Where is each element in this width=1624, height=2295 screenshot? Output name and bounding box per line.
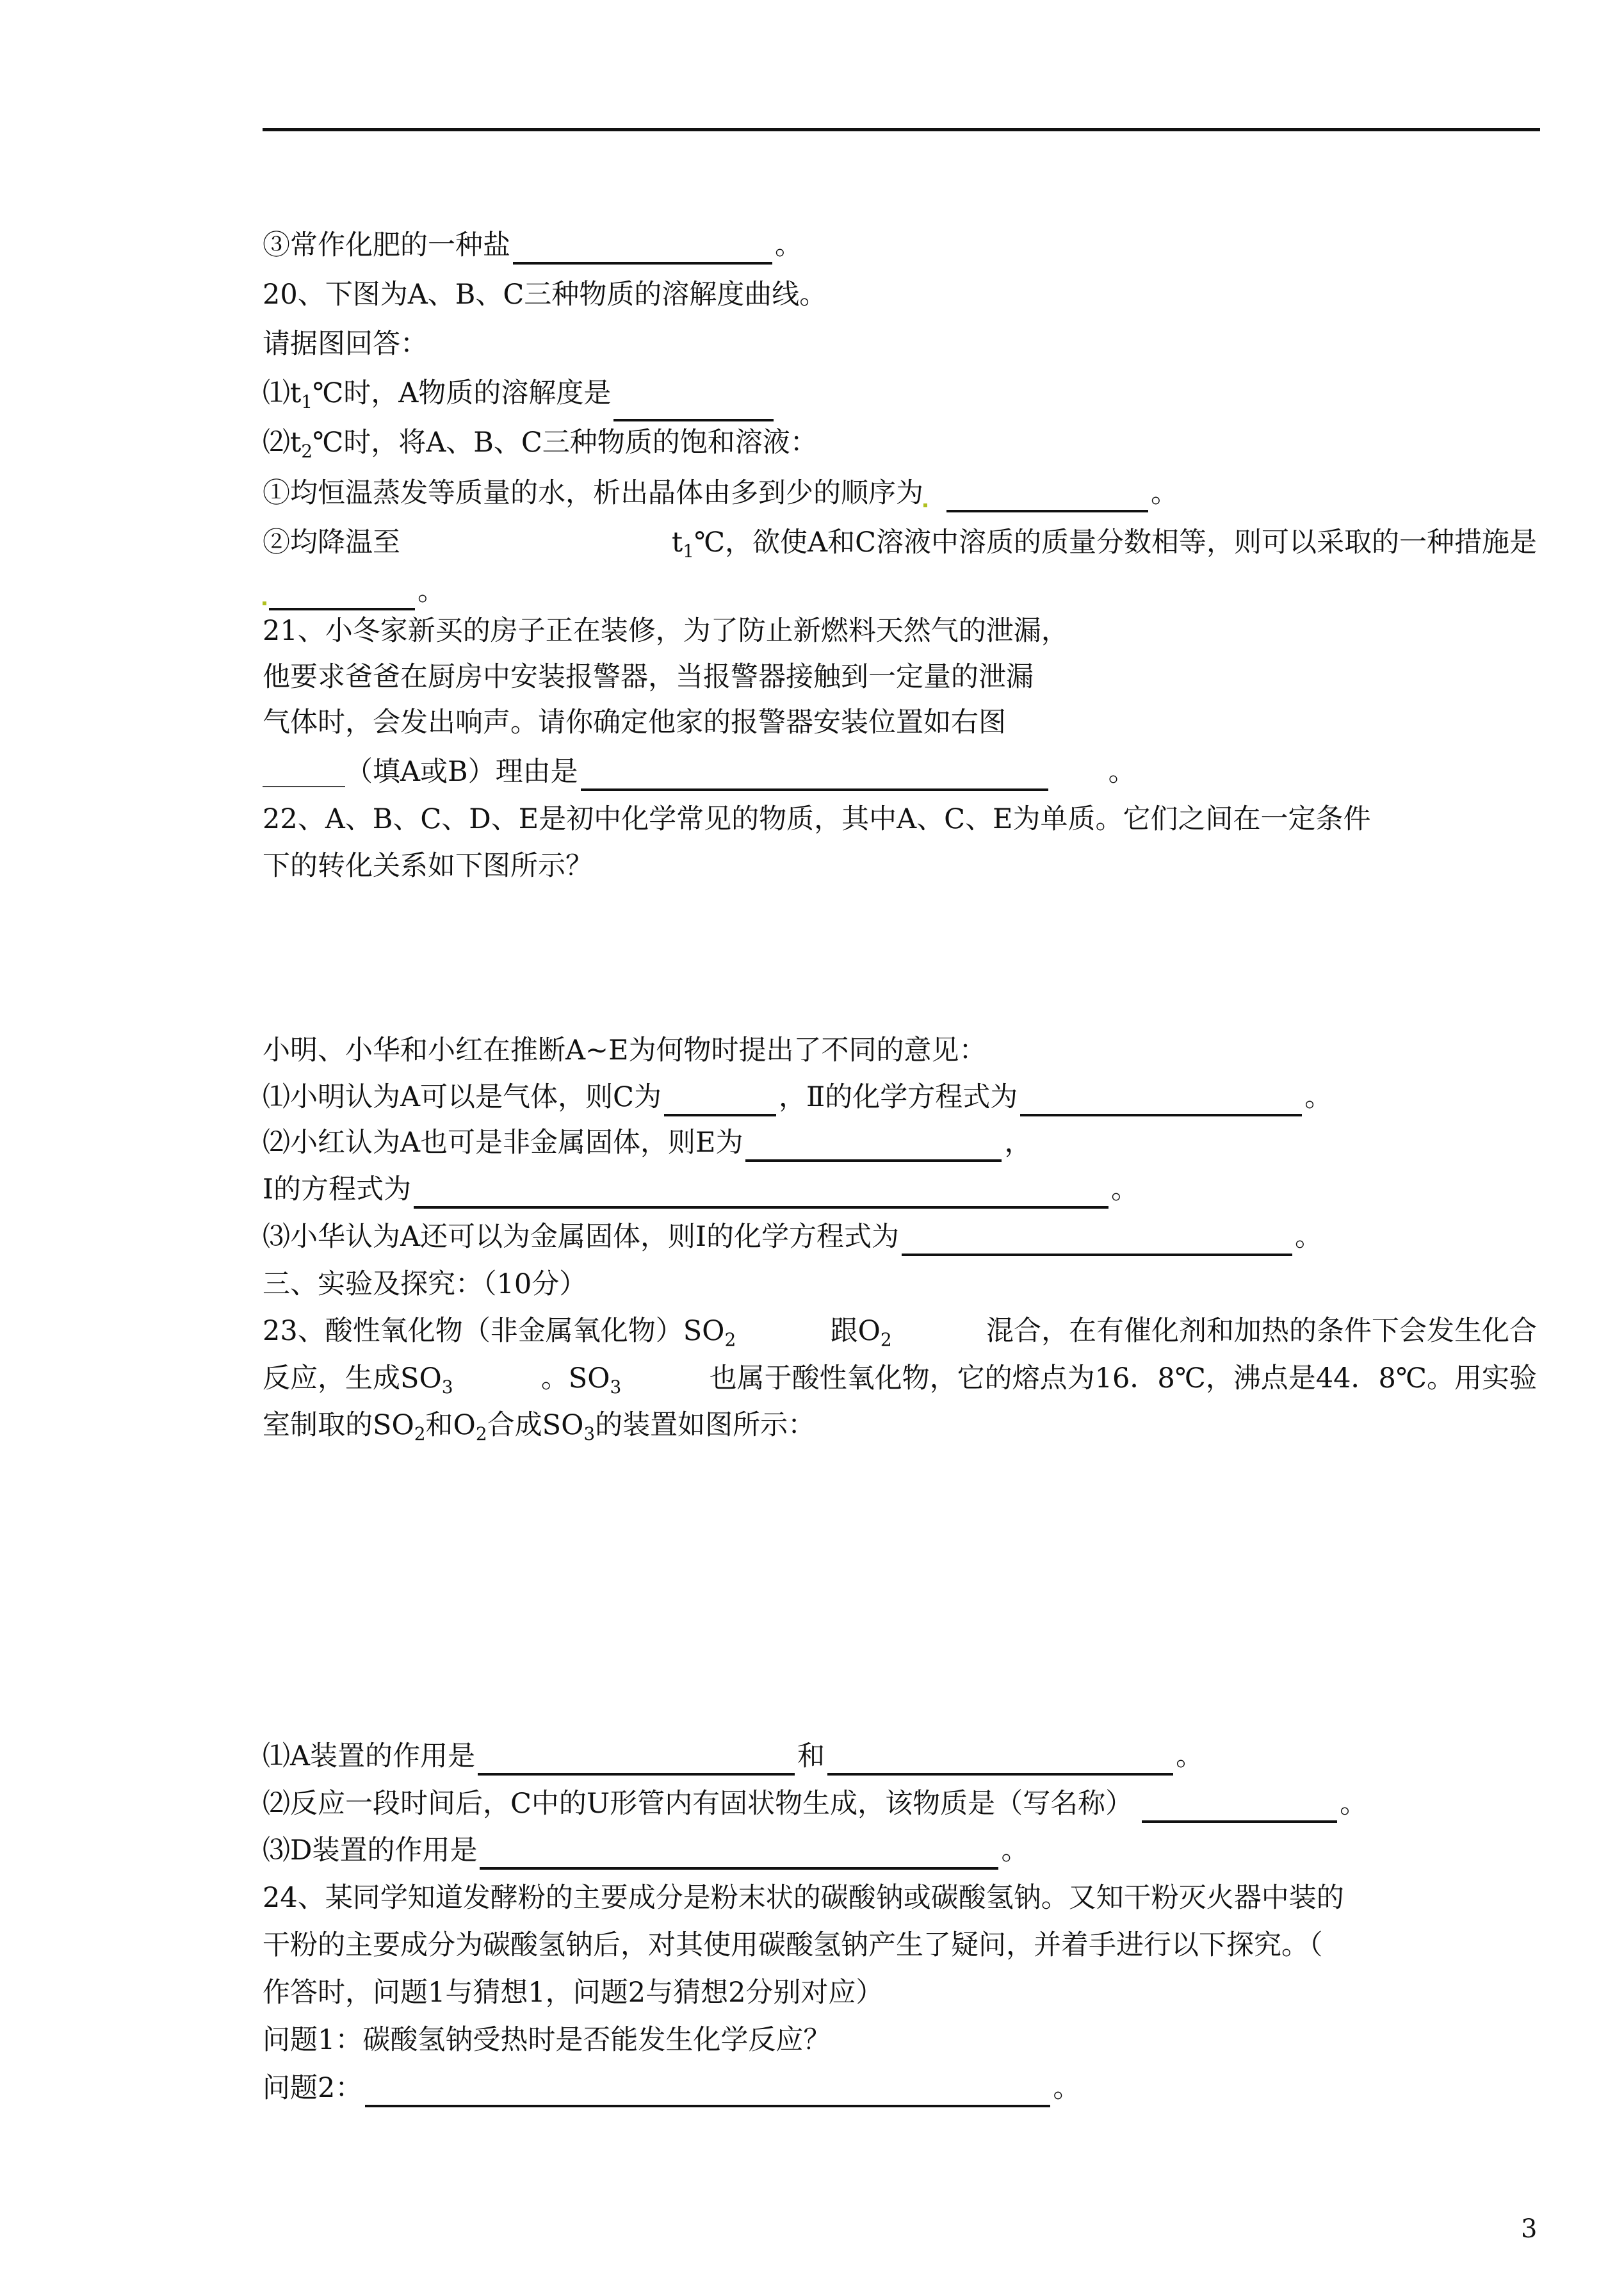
- answer-blank[interactable]: [478, 1742, 795, 1776]
- q23-line2: 反应，生成$SO_3$ 。$SO_3$ 也属于酸性氧化物，它的熔点为16．8℃，沸点是44．8℃。用实验: [263, 1362, 1537, 1398]
- answer-blank[interactable]: [613, 388, 774, 421]
- q24-question2: 问题2： 。: [263, 2069, 1080, 2107]
- q19-3-line: ③常作化肥的一种盐 。: [263, 226, 802, 265]
- answer-blank[interactable]: [480, 1836, 998, 1870]
- q23-2: ⑵反应一段时间后，C中的U形管内有固状物生成，该物质是（写名称） 。: [263, 1785, 1367, 1823]
- answer-blank[interactable]: [269, 577, 415, 610]
- q24-line2: 干粉的主要成分为碳酸氢钠后，对其使用碳酸氢钠产生了疑问，并着手进行以下探究。（: [263, 1929, 1323, 1961]
- q22-line2: 下的转化关系如下图所示？: [263, 850, 593, 882]
- answer-blank[interactable]: [1142, 1790, 1337, 1823]
- answer-blank[interactable]: [664, 1083, 776, 1116]
- ink-mark: [263, 601, 266, 605]
- q20-2: $⑵t_2℃$时，将A、B、C三种物质的饱和溶液：: [263, 427, 818, 462]
- q24-line1: 24、某同学知道发酵粉的主要成分是粉末状的碳酸钠或碳酸氢钠。又知干粉灭火器中装的: [263, 1882, 1344, 1914]
- q23-3: ⑶D装置的作用是 。: [263, 1831, 1028, 1870]
- q22-line3: 小明、小华和小红在推断A~E为何物时提出了不同的意见：: [263, 1034, 987, 1066]
- q22-line1: 22、A、B、C、D、E是初中化学常见的物质，其中A、C、E为单质。它们之间在一定条件: [263, 803, 1371, 835]
- answer-blank[interactable]: [827, 1742, 1173, 1776]
- q20-title: 20、下图为A、B、C三种物质的溶解度曲线。: [263, 279, 827, 311]
- q21-line4: ______（填A或B）理由是 。: [263, 753, 1136, 791]
- q21-line3: 气体时，会发出响声。请你确定他家的报警器安装位置如右图: [263, 706, 1006, 739]
- q24-line3: 作答时，问题1与猜想1，问题2与猜想2分别对应）: [263, 1977, 884, 2009]
- answer-blank[interactable]: [581, 758, 1048, 791]
- answer-blank[interactable]: [414, 1175, 1108, 1209]
- q22-2-eq: Ⅰ的方程式为 。: [263, 1170, 1139, 1209]
- q23-1: ⑴A装置的作用是 和 。: [263, 1737, 1203, 1776]
- answer-blank[interactable]: [1020, 1083, 1302, 1116]
- q24-question1: 问题1：碳酸氢钠受热时是否能发生化学反应？: [263, 2024, 831, 2056]
- answer-blank[interactable]: [946, 479, 1148, 512]
- ink-mark: [923, 503, 927, 507]
- answer-blank[interactable]: [513, 231, 772, 265]
- q20-prompt: 请据图回答：: [263, 328, 428, 360]
- answer-blank[interactable]: [745, 1129, 1002, 1162]
- page-number: 3: [1521, 2214, 1538, 2244]
- q20-2-2: ②均降温至 $t_1℃$，欲使A和C溶液中溶质的质量分数相等，则可以采取的一种措施是: [263, 527, 1537, 562]
- q23-line1: 23、酸性氧化物（非金属氧化物）$SO_2$ 跟$O_2$ 混合，在有催化剂和加热的条件下会发生化合: [263, 1315, 1537, 1350]
- q22-2: ⑵小红认为A也可是非金属固体，则E为 ，: [263, 1123, 1032, 1162]
- q23-line3: 室制取的$SO_2$和$O_2$合成$SO_3$的装置如图所示：: [263, 1409, 816, 1444]
- q20-1: $⑴t_1℃$时，A物质的溶解度是: [263, 374, 776, 421]
- q20-2-2-answer: 。: [263, 572, 445, 610]
- answer-blank[interactable]: [902, 1223, 1292, 1256]
- q22-1: ⑴小明认为A可以是气体，则C为 ，Ⅱ的化学方程式为 。: [263, 1078, 1332, 1116]
- q21-line1: 21、小冬家新买的房子正在装修，为了防止新燃料天然气的泄漏，: [263, 615, 1069, 647]
- q20-2-1: ①均恒温蒸发等质量的水，析出晶体由多到少的顺序为 。: [263, 474, 1178, 512]
- section-three-heading: 三、实验及探究：（10分）: [263, 1268, 587, 1300]
- answer-blank[interactable]: [365, 2074, 1050, 2107]
- header-rule: [263, 128, 1540, 131]
- q21-line2: 他要求爸爸在厨房中安装报警器，当报警器接触到一定量的泄漏: [263, 661, 1034, 693]
- q22-3: ⑶小华认为A还可以为金属固体，则Ⅰ的化学方程式为 。: [263, 1218, 1322, 1256]
